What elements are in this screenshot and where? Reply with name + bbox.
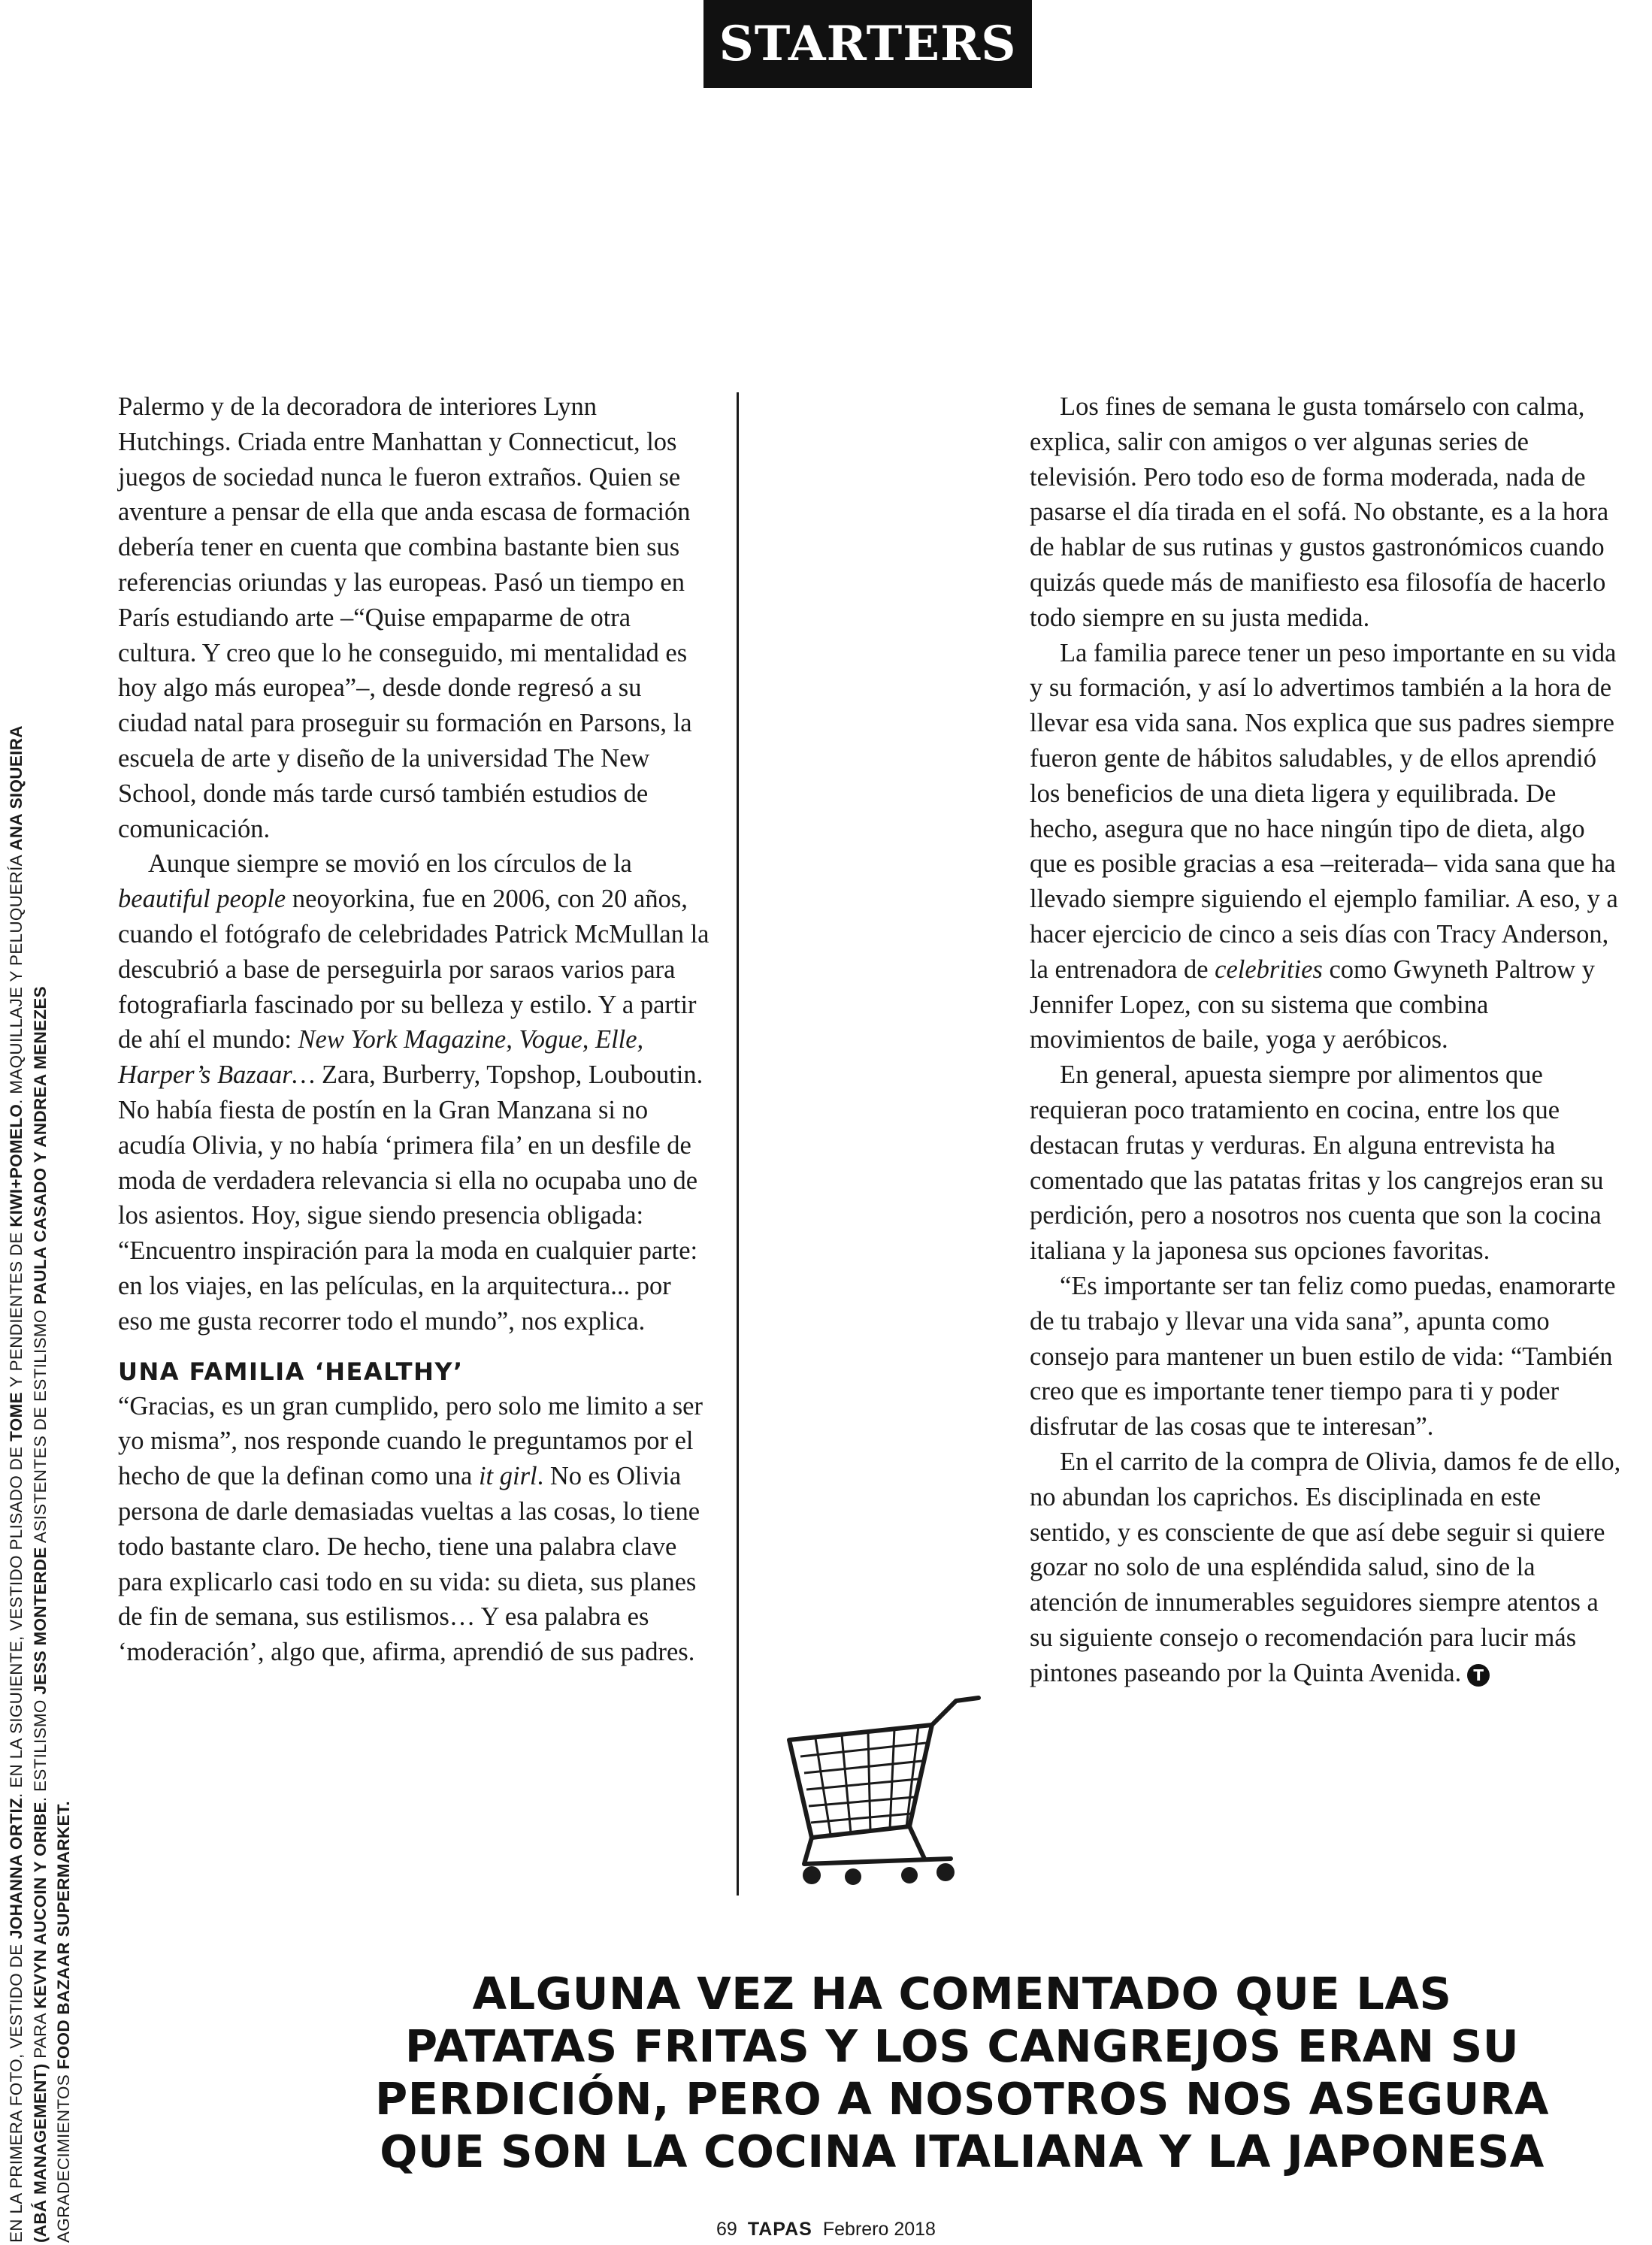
issue-date: Febrero 2018 — [822, 2219, 936, 2240]
credits-line-3 — [52, 702, 76, 2243]
shopping-cart-illustration — [759, 1695, 992, 1898]
page-footer — [0, 2219, 1652, 2240]
credit-text: (ABÁ MANAGEMENT) — [30, 2063, 50, 2243]
credit-text: JOHANNA ORTIZ — [7, 1797, 26, 1940]
body-paragraph — [118, 389, 712, 846]
body-text: “Es importante ser tan feliz como puedas, enamorarte de tu trabajo y llevar una vida sana”, apunta como consejo para mantener un buen estilo de vida: “También creo que es importante tener tiempo para ti y poder disfrutar de las cosas que te interesan”. — [1030, 1271, 1616, 1442]
pull-quote-line: QUE SON LA COCINA ITALIANA Y LA JAPONESA — [380, 2125, 1545, 2177]
credit-text: JESS MONTERDE — [30, 1547, 50, 1695]
body-text: “Gracias, es un gran cumplido, pero solo me limito a ser yo misma”, nos responde cuando le preguntamos por el hecho de que la definan como una — [118, 1391, 703, 1491]
photo-credits — [5, 702, 76, 2243]
credit-text: EN LA PRIMERA FOTO, VESTIDO DE — [7, 1939, 26, 2243]
credit-text: FOOD BAZAAR SUPERMARKET. — [54, 1801, 73, 2070]
credit-text: . ESTILISMO — [30, 1694, 50, 1802]
credits-line-1 — [5, 702, 29, 2243]
pull-quote-line: PERDICIÓN, PERO A NOSOTROS NOS ASEGURA — [374, 2073, 1550, 2125]
body-text: Los fines de semana le gusta tomárselo con calma, explica, salir con amigos o ver algunas series de televisión. Pero todo eso de forma moderada, nada de pasarse el día tirada en el sofá. No obstante, es a la hora de hablar de sus rutinas y gustos gastronómicos cuando quizás quede más de manifiesto esa filosofía de hacerlo todo siempre en su justa medida. — [1030, 392, 1609, 632]
italic-text: celebrities — [1215, 955, 1323, 984]
pull-quote — [286, 1968, 1638, 2178]
body-paragraph — [118, 1389, 712, 1670]
body-text: En el carrito de la compra de Olivia, damos fe de ello, no abundan los caprichos. Es disciplinada en este sentido, y es consciente de que así debe seguir si quiere gozar no solo de una espléndida salud, sino de la atención de innumerables seguidores siempre atentos a su siguiente consejo o recomendación para lucir más pintones paseando por la Quinta Avenida. — [1030, 1447, 1621, 1687]
body-paragraph — [118, 846, 712, 1339]
body-text: como Gwyneth Paltrow y Jennifer Lopez, con su sistema que combina movimientos de baile, yoga y aeróbicos. — [1030, 955, 1596, 1054]
body-text: Aunque siempre se movió en los círculos de la — [148, 849, 632, 879]
credit-text: ANA SIQUEIRA — [7, 725, 26, 851]
credit-text: TOME — [7, 1392, 26, 1442]
body-text: . No es Olivia persona de darle demasiadas vueltas a las cosas, lo tiene todo bastante claro. De hecho, tiene una palabra clave para explicarlo casi todo en su vida: su dieta, sus planes de fin de semana, sus estilismos… Y esa palabra es ‘moderación’, algo que, afirma, aprendió de sus padres. — [118, 1462, 700, 1667]
body-paragraph — [1030, 1445, 1623, 1691]
body-text: neoyorkina, fue en 2006, con 20 años, cuando el fotógrafo de celebridades Patrick McMullan la descubrió a base de perseguirla por saraos varios para fotografiarla fascinado por su belleza y estilo. Y a partir de ahí el mundo: — [118, 885, 710, 1054]
pull-quote-line: PATATAS FRITAS Y LOS CANGREJOS ERAN SU — [404, 2020, 1520, 2072]
credits-line-2 — [29, 702, 53, 2243]
body-paragraph — [1030, 1057, 1623, 1269]
credit-text: KEVYN AUCOIN Y ORIBE — [30, 1802, 50, 2009]
section-tag: STARTERS — [703, 0, 1032, 88]
left-column — [118, 389, 712, 1670]
credit-text: ASISTENTES DE ESTILISMO — [30, 1304, 50, 1548]
pull-quote-line: ALGUNA VEZ HA COMENTADO QUE LAS — [472, 1968, 1452, 2020]
body-text: Zara, Burberry, Topshop, Louboutin. No había fiesta de postín en la Gran Manzana si no acudía Olivia, y no había ‘primera fila’ en un desfile de moda de verdadera relevancia si ella no ocupaba uno de los asientos. Hoy, sigue siendo presencia obligada: “Encuentro inspiración para la moda en cualquier parte: en los viajes, en las películas, en la arquitectura... por eso me gusta recorrer todo el mundo”, nos explica. — [118, 1060, 703, 1336]
credit-text: KIWI+POMELO — [7, 1103, 26, 1227]
credit-text: AGRADECIMIENTOS — [54, 2069, 73, 2243]
body-text: La familia parece tener un peso importante en su vida y su formación, y así lo advertimos también a la hora de llevar esa vida sana. Nos explica que sus padres siempre fueron gente de hábitos saludables, y de ellos aprendió los beneficios de una dieta ligera y equilibrada. De hecho, asegura que no hace ningún tipo de dieta, algo que es posible gracias a esa –reiterada– vida sana que ha llevado siempre siguiendo el ejemplo familiar. A eso, y a hacer ejercicio de cinco a seis días con Tracy Anderson, la entrenadora de — [1030, 638, 1618, 984]
credit-text: . EN LA SIGUIENTE, VESTIDO PLISADO DE — [7, 1441, 26, 1798]
body-paragraph — [1030, 1269, 1623, 1445]
body-text: Palermo y de la decoradora de interiores Lynn Hutchings. Criada entre Manhattan y Connecticut, los juegos de sociedad nunca le fueron extraños. Quien se aventure a pensar de ella que anda escasa de formación debería tener en cuenta que combina bastante bien sus referencias oriundas y las europeas. Pasó un tiempo en París estudiando arte –“Quise empaparme de otra cultura. Y creo que lo he conseguido, mi mentalidad es hoy algo más europea”–, desde donde regresó a su ciudad natal para proseguir su formación en Parsons, la escuela de arte y diseño de la universidad The New School, donde más tarde cursó también estudios de comunicación. — [118, 392, 692, 843]
italic-text: New York Magazine, Vogue, Elle, Harper’s Bazaar… — [118, 1025, 644, 1090]
credit-text: PAULA CASADO Y ANDREA MENEZES — [30, 986, 50, 1305]
section-heading: UNA FAMILIA ‘HEALTHY’ — [118, 1357, 464, 1386]
credit-text: Y PENDIENTES DE — [7, 1227, 26, 1393]
page-number: 69 — [716, 2219, 737, 2240]
body-paragraph — [1030, 636, 1623, 1058]
right-column — [1030, 389, 1623, 1690]
body-paragraph — [1030, 389, 1623, 636]
italic-text: beautiful people — [118, 885, 286, 914]
italic-text: it girl — [478, 1462, 537, 1491]
credit-text: PARA — [30, 2008, 50, 2064]
credit-text: . MAQUILLAJE Y PELUQUERÍA — [7, 850, 26, 1104]
body-text: En general, apuesta siempre por alimentos que requieran poco tratamiento en cocina, entre los que destacan frutas y verduras. En alguna entrevista ha comentado que las patatas fritas y los cangrejos eran su perdición, pero a nosotros nos cuenta que son la cocina italiana y la japonesa sus opciones favoritas. — [1030, 1060, 1604, 1266]
magazine-name: TAPAS — [747, 2219, 812, 2240]
column-rule — [737, 392, 739, 1896]
end-mark-icon: T — [1467, 1664, 1490, 1687]
